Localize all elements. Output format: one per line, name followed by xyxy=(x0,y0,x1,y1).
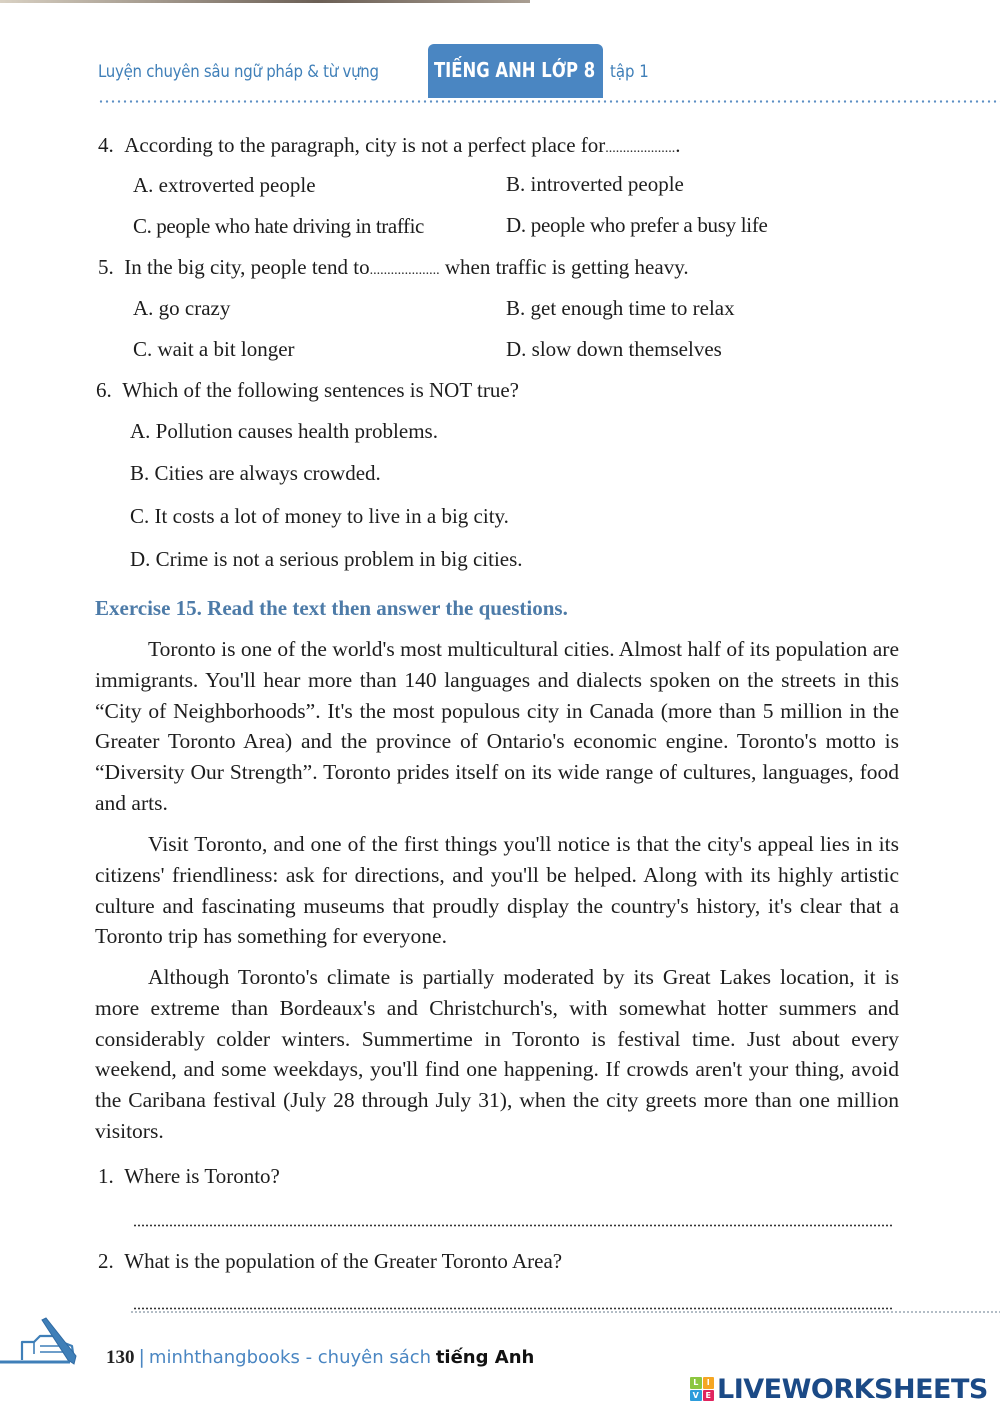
answer-blank[interactable]: .................... xyxy=(369,263,440,278)
option-4b[interactable]: B. introverted people xyxy=(506,172,684,196)
question-4: 4. According to the paragraph, city is not a perfect place for..................... xyxy=(98,133,681,157)
comprehension-question-2 xyxy=(98,1251,562,1272)
liveworksheets-watermark xyxy=(690,1374,988,1404)
option-6c[interactable]: C. It costs a lot of money to live in a big city. xyxy=(130,504,509,528)
reading-paragraph-3: Although Toronto's climate is partially moderated by its Great Lakes location, it is more extreme than Bordeaux's and Christchurch's, with somewhat hotter summers and considerably colder winters. Summertime in Toronto is festival time. Just about every weekend, and some weekdays, you'll find one happening. If crowds aren't your thing, avoid the Caribana festival (July 28 through July 31), when the city greets more than one million visitors. xyxy=(95,965,899,1143)
header-subtitle: Luyện chuyên sâu ngữ pháp & từ vựng xyxy=(98,62,379,82)
page-top-edge xyxy=(0,0,530,3)
question-number: 1. xyxy=(98,1164,114,1188)
footer-divider xyxy=(130,1311,1000,1313)
option-6d[interactable]: D. Crime is not a serious problem in big cities. xyxy=(130,547,523,571)
option-6a[interactable]: A. Pollution causes health problems. xyxy=(130,419,438,443)
question-text: Where is Toronto? xyxy=(124,1164,280,1188)
option-4c[interactable]: C. people who hate driving in traffic xyxy=(133,214,424,238)
question-6 xyxy=(96,380,519,401)
footer-brand-emphasis: tiếng Anh xyxy=(435,1347,535,1368)
question-5: 5. In the big city, people tend to.................... when traffic is getting heavy. xyxy=(98,255,689,279)
header-volume: tập 1 xyxy=(610,62,649,82)
option-5a[interactable]: A. go crazy xyxy=(133,296,231,320)
option-6b[interactable]: B. Cities are always crowded. xyxy=(130,461,381,485)
question-number: 2. xyxy=(98,1249,114,1273)
option-5d[interactable]: D. slow down themselves xyxy=(506,337,722,361)
liveworksheets-logo-icon: L I V E xyxy=(690,1377,714,1401)
question-text: What is the population of the Greater Toronto Area? xyxy=(124,1249,563,1273)
footer-separator: | xyxy=(138,1346,145,1368)
reading-paragraph-1: Toronto is one of the world's most multicultural cities. Almost half of its population are immigrants. You'll hear more than 140 languages and dialects spoken on the streets in this “City of Neighborhoods”. It's the most populous city in Canada (more than 5 million in the Greater Toronto Area) and the province of Ontario's economic engine. Toronto's motto is “Diversity Our Strength”. Toronto prides itself on its wide range of cultures, languages, food and arts. xyxy=(95,637,899,815)
option-4d[interactable]: D. people who prefer a busy life xyxy=(506,213,768,237)
writing-hand-icon xyxy=(0,1316,90,1368)
header-badge xyxy=(428,44,603,98)
footer-brand: minhthangbooks - chuyên sách xyxy=(148,1347,432,1368)
exercise-title: Exercise 15. Read the text then answer the questions. xyxy=(95,596,568,620)
answer-blank[interactable]: .................... xyxy=(605,141,676,156)
header-divider xyxy=(98,100,1000,103)
footer-credit xyxy=(106,1346,534,1369)
comprehension-question-1 xyxy=(98,1166,280,1187)
answer-line-1[interactable] xyxy=(133,1224,893,1227)
question-stem: According to the paragraph, city is not a perfect place for xyxy=(124,133,606,157)
option-5b[interactable]: B. get enough time to relax xyxy=(506,296,735,320)
page-number: 130 xyxy=(106,1347,135,1368)
reading-paragraph-2: Visit Toronto, and one of the first things you'll notice is that the city's appeal lies in its citizens' friendliness: ask for directions, and you'll be helped. Along with its highly artistic culture and fascinating museums that proudly display the country's history, it's clear that a Toronto trip has something for everyone. xyxy=(95,832,899,949)
question-stem: In the big city, people tend to xyxy=(124,255,370,279)
option-4a[interactable]: A. extroverted people xyxy=(133,173,316,197)
question-number: 6. xyxy=(96,378,112,402)
question-stem: Which of the following sentences is NOT true? xyxy=(122,378,520,402)
question-number: 4. xyxy=(98,133,114,157)
watermark-text: LIVEWORKSHEETS xyxy=(717,1373,988,1405)
header-badge-label: TIẾNG ANH LỚP 8 xyxy=(434,58,596,82)
option-5c[interactable]: C. wait a bit longer xyxy=(133,337,295,361)
answer-line-2[interactable] xyxy=(133,1307,893,1310)
question-number: 5. xyxy=(98,255,114,279)
